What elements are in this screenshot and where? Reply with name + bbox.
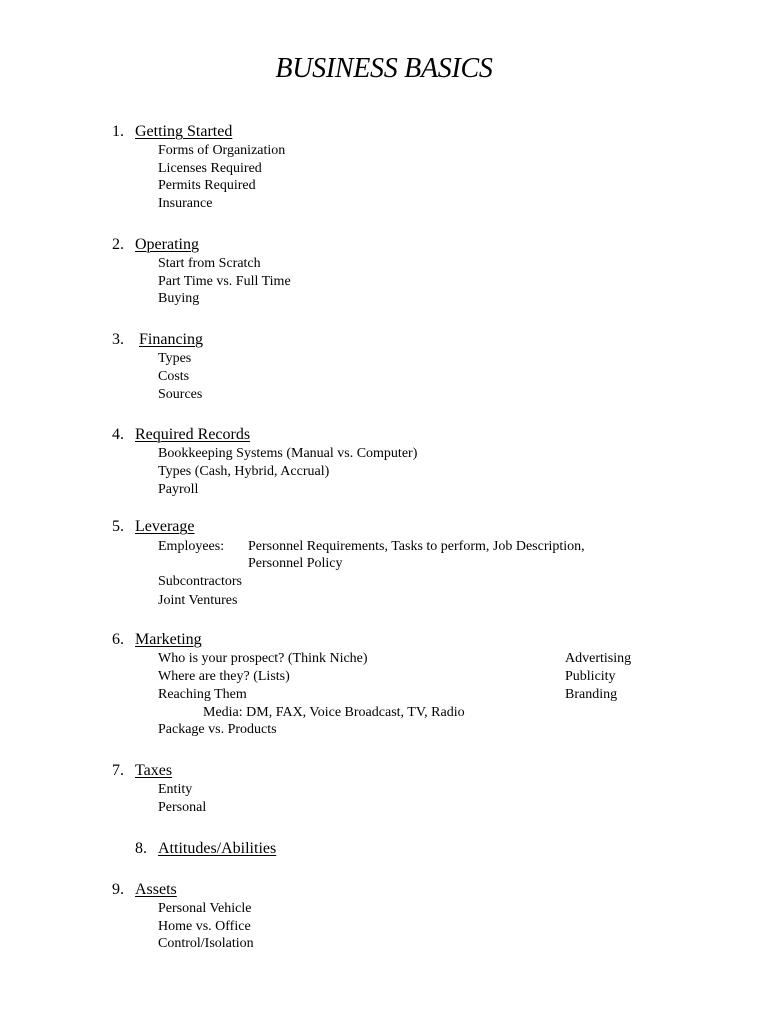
media-list: Media: DM, FAX, Voice Broadcast, TV, Radio (203, 705, 465, 720)
list-item: Reaching Them (158, 687, 247, 702)
list-item: Permits Required (158, 178, 256, 193)
marketing-side-item: Branding (565, 687, 618, 702)
list-item: Licenses Required (158, 161, 262, 176)
list-item: Joint Ventures (158, 593, 238, 608)
list-item: Entity (158, 782, 193, 797)
list-item: Control/Isolation (158, 936, 254, 951)
list-item: Package vs. Products (158, 722, 277, 737)
section-heading: Marketing (135, 631, 202, 648)
employees-detail: Personnel Requirements, Tasks to perform, Job Description, (248, 539, 585, 554)
list-item: Subcontractors (158, 574, 242, 589)
list-item: Types (158, 351, 192, 366)
list-item: Start from Scratch (158, 256, 261, 271)
section-heading: Operating (135, 236, 199, 253)
list-item: Insurance (158, 196, 213, 211)
list-item: Home vs. Office (158, 919, 251, 934)
list-item: Forms of Organization (158, 143, 286, 158)
section-number: 8. (135, 840, 147, 857)
list-item: Bookkeeping Systems (Manual vs. Computer) (158, 446, 418, 461)
list-item: Who is your prospect? (Think Niche) (158, 651, 368, 666)
marketing-side-item: Advertising (565, 651, 632, 666)
section-heading: Attitudes/Abilities (158, 840, 277, 857)
section-heading: Required Records (135, 426, 251, 443)
section-heading: Getting Started (135, 123, 233, 140)
section-number: 6. (112, 631, 124, 648)
list-item: Personal (158, 800, 207, 815)
list-item: Sources (158, 387, 203, 402)
section-number: 5. (112, 518, 124, 535)
list-item: Payroll (158, 482, 199, 497)
section-number: 9. (112, 881, 124, 898)
document-title: BUSINESS BASICS (275, 53, 493, 84)
employees-detail: Personnel Policy (248, 556, 343, 571)
section-heading: Assets (135, 881, 177, 898)
section-number: 1. (112, 123, 124, 140)
list-item: Part Time vs. Full Time (158, 274, 291, 289)
section-number: 3. (112, 331, 124, 348)
employees-label: Employees: (158, 539, 225, 554)
section-heading: Financing (139, 331, 203, 348)
list-item: Buying (158, 291, 200, 306)
list-item: Types (Cash, Hybrid, Accrual) (158, 464, 330, 479)
list-item: Costs (158, 369, 190, 384)
section-number: 7. (112, 762, 124, 779)
section-heading: Leverage (135, 518, 195, 535)
list-item: Where are they? (Lists) (158, 669, 290, 684)
marketing-side-item: Publicity (565, 669, 616, 684)
section-heading: Taxes (135, 762, 173, 779)
section-number: 2. (112, 236, 124, 253)
list-item: Personal Vehicle (158, 901, 252, 916)
section-number: 4. (112, 426, 124, 443)
